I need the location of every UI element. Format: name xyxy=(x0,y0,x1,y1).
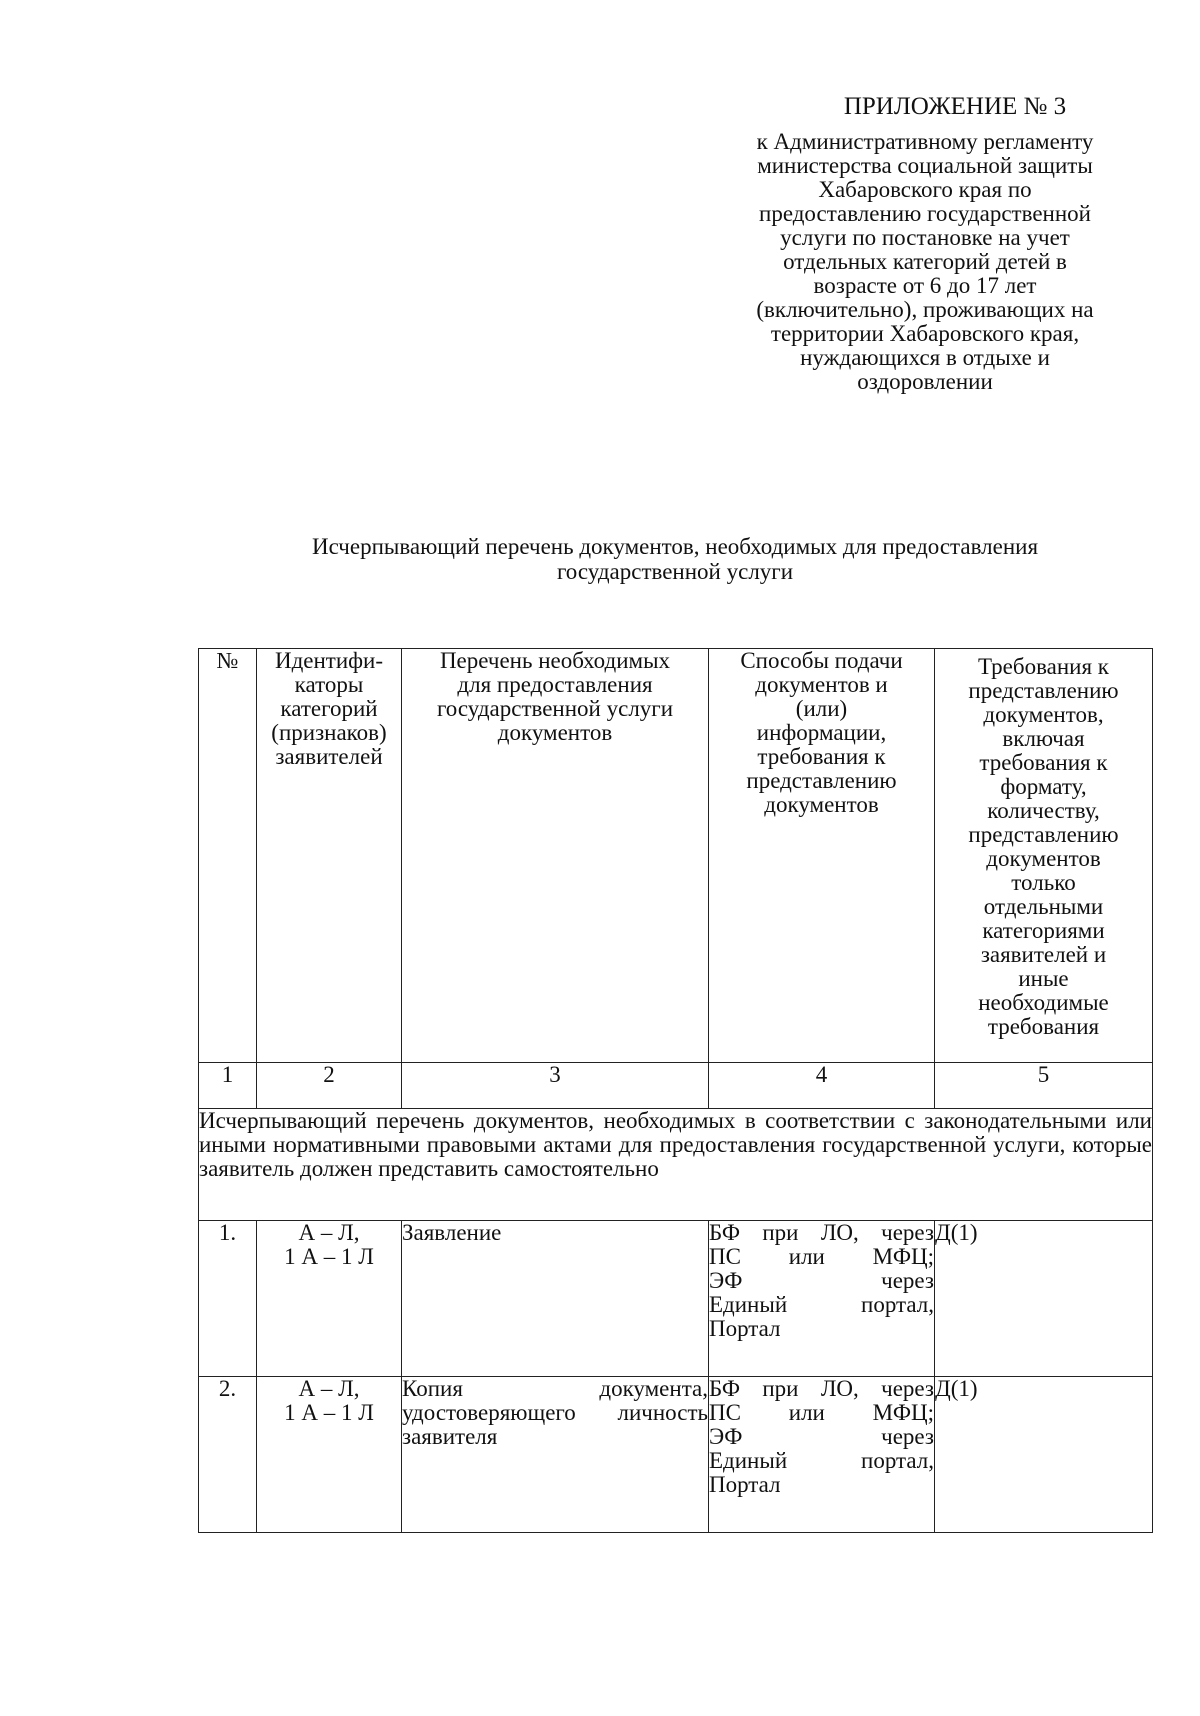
appendix-line: возрасте от 6 до 17 лет xyxy=(813,273,1037,298)
row-submission: БФ при ЛО, через ПС или МФЦ; ЭФ через Единый портал, Портал xyxy=(709,1377,935,1533)
column-number: 5 xyxy=(935,1063,1153,1109)
header-cell-categories: Идентифи- каторы категорий (признаков) заявителей xyxy=(257,649,402,1063)
row-submission: БФ при ЛО, через ПС или МФЦ; ЭФ через Единый портал, Портал xyxy=(709,1221,935,1377)
header-cell-requirements: Требования к представлению документов, включая требования к формату, количеству, представлению документов только отдельными категориями заявителей и иные необходимые требования xyxy=(935,649,1153,1063)
appendix-line: Хабаровского края по xyxy=(818,177,1032,202)
appendix-line: к Административному регламенту xyxy=(756,129,1094,154)
row-categories: А – Л, 1 А – 1 Л xyxy=(257,1377,402,1533)
documents-table xyxy=(198,648,1153,1533)
row-number: 1. xyxy=(199,1221,257,1377)
document-title xyxy=(150,534,1200,584)
appendix-line: оздоровлении xyxy=(857,369,993,394)
appendix-number: ПРИЛОЖЕНИЕ № 3 xyxy=(843,93,1067,120)
column-number-row xyxy=(199,1063,1153,1109)
row-document: Заявление xyxy=(402,1221,709,1377)
appendix-block xyxy=(700,92,1150,394)
table-header-row xyxy=(199,649,1153,1063)
table-row xyxy=(199,1377,1153,1533)
column-number: 1 xyxy=(199,1063,257,1109)
table-row xyxy=(199,1221,1153,1377)
column-number: 3 xyxy=(402,1063,709,1109)
row-document: Копия документа, удостоверяющего личность заявителя xyxy=(402,1377,709,1533)
header-cell-submission: Способы подачи документов и (или) информации, требования к представлению документов xyxy=(709,649,935,1063)
row-requirements: Д(1) xyxy=(935,1221,1153,1377)
section-title: Исчерпывающий перечень документов, необходимых в соответствии с законодательными или иными нормативными правовыми актами для предоставления государственной услуги, которые заявитель должен представить самостоятельно xyxy=(199,1109,1153,1221)
appendix-line: нуждающихся в отдыхе и xyxy=(800,345,1050,370)
appendix-line: отдельных категорий детей в xyxy=(783,249,1067,274)
column-number: 2 xyxy=(257,1063,402,1109)
header-cell-documents: Перечень необходимых для предоставления государственной услуги документов xyxy=(402,649,709,1063)
row-number: 2. xyxy=(199,1377,257,1533)
section-row xyxy=(199,1109,1153,1221)
document-title-line: государственной услуги xyxy=(556,559,794,584)
column-number: 4 xyxy=(709,1063,935,1109)
appendix-line: услуги по постановке на учет xyxy=(780,225,1070,250)
header-cell-number: № xyxy=(199,649,257,1063)
appendix-line: предоставлению государственной xyxy=(759,201,1091,226)
appendix-line: министерства социальной защиты xyxy=(757,153,1093,178)
row-requirements: Д(1) xyxy=(935,1377,1153,1533)
row-categories: А – Л, 1 А – 1 Л xyxy=(257,1221,402,1377)
document-title-line: Исчерпывающий перечень документов, необходимых для предоставления xyxy=(311,534,1039,559)
appendix-line: (включительно), проживающих на xyxy=(756,297,1094,322)
appendix-line: территории Хабаровского края, xyxy=(770,321,1080,346)
